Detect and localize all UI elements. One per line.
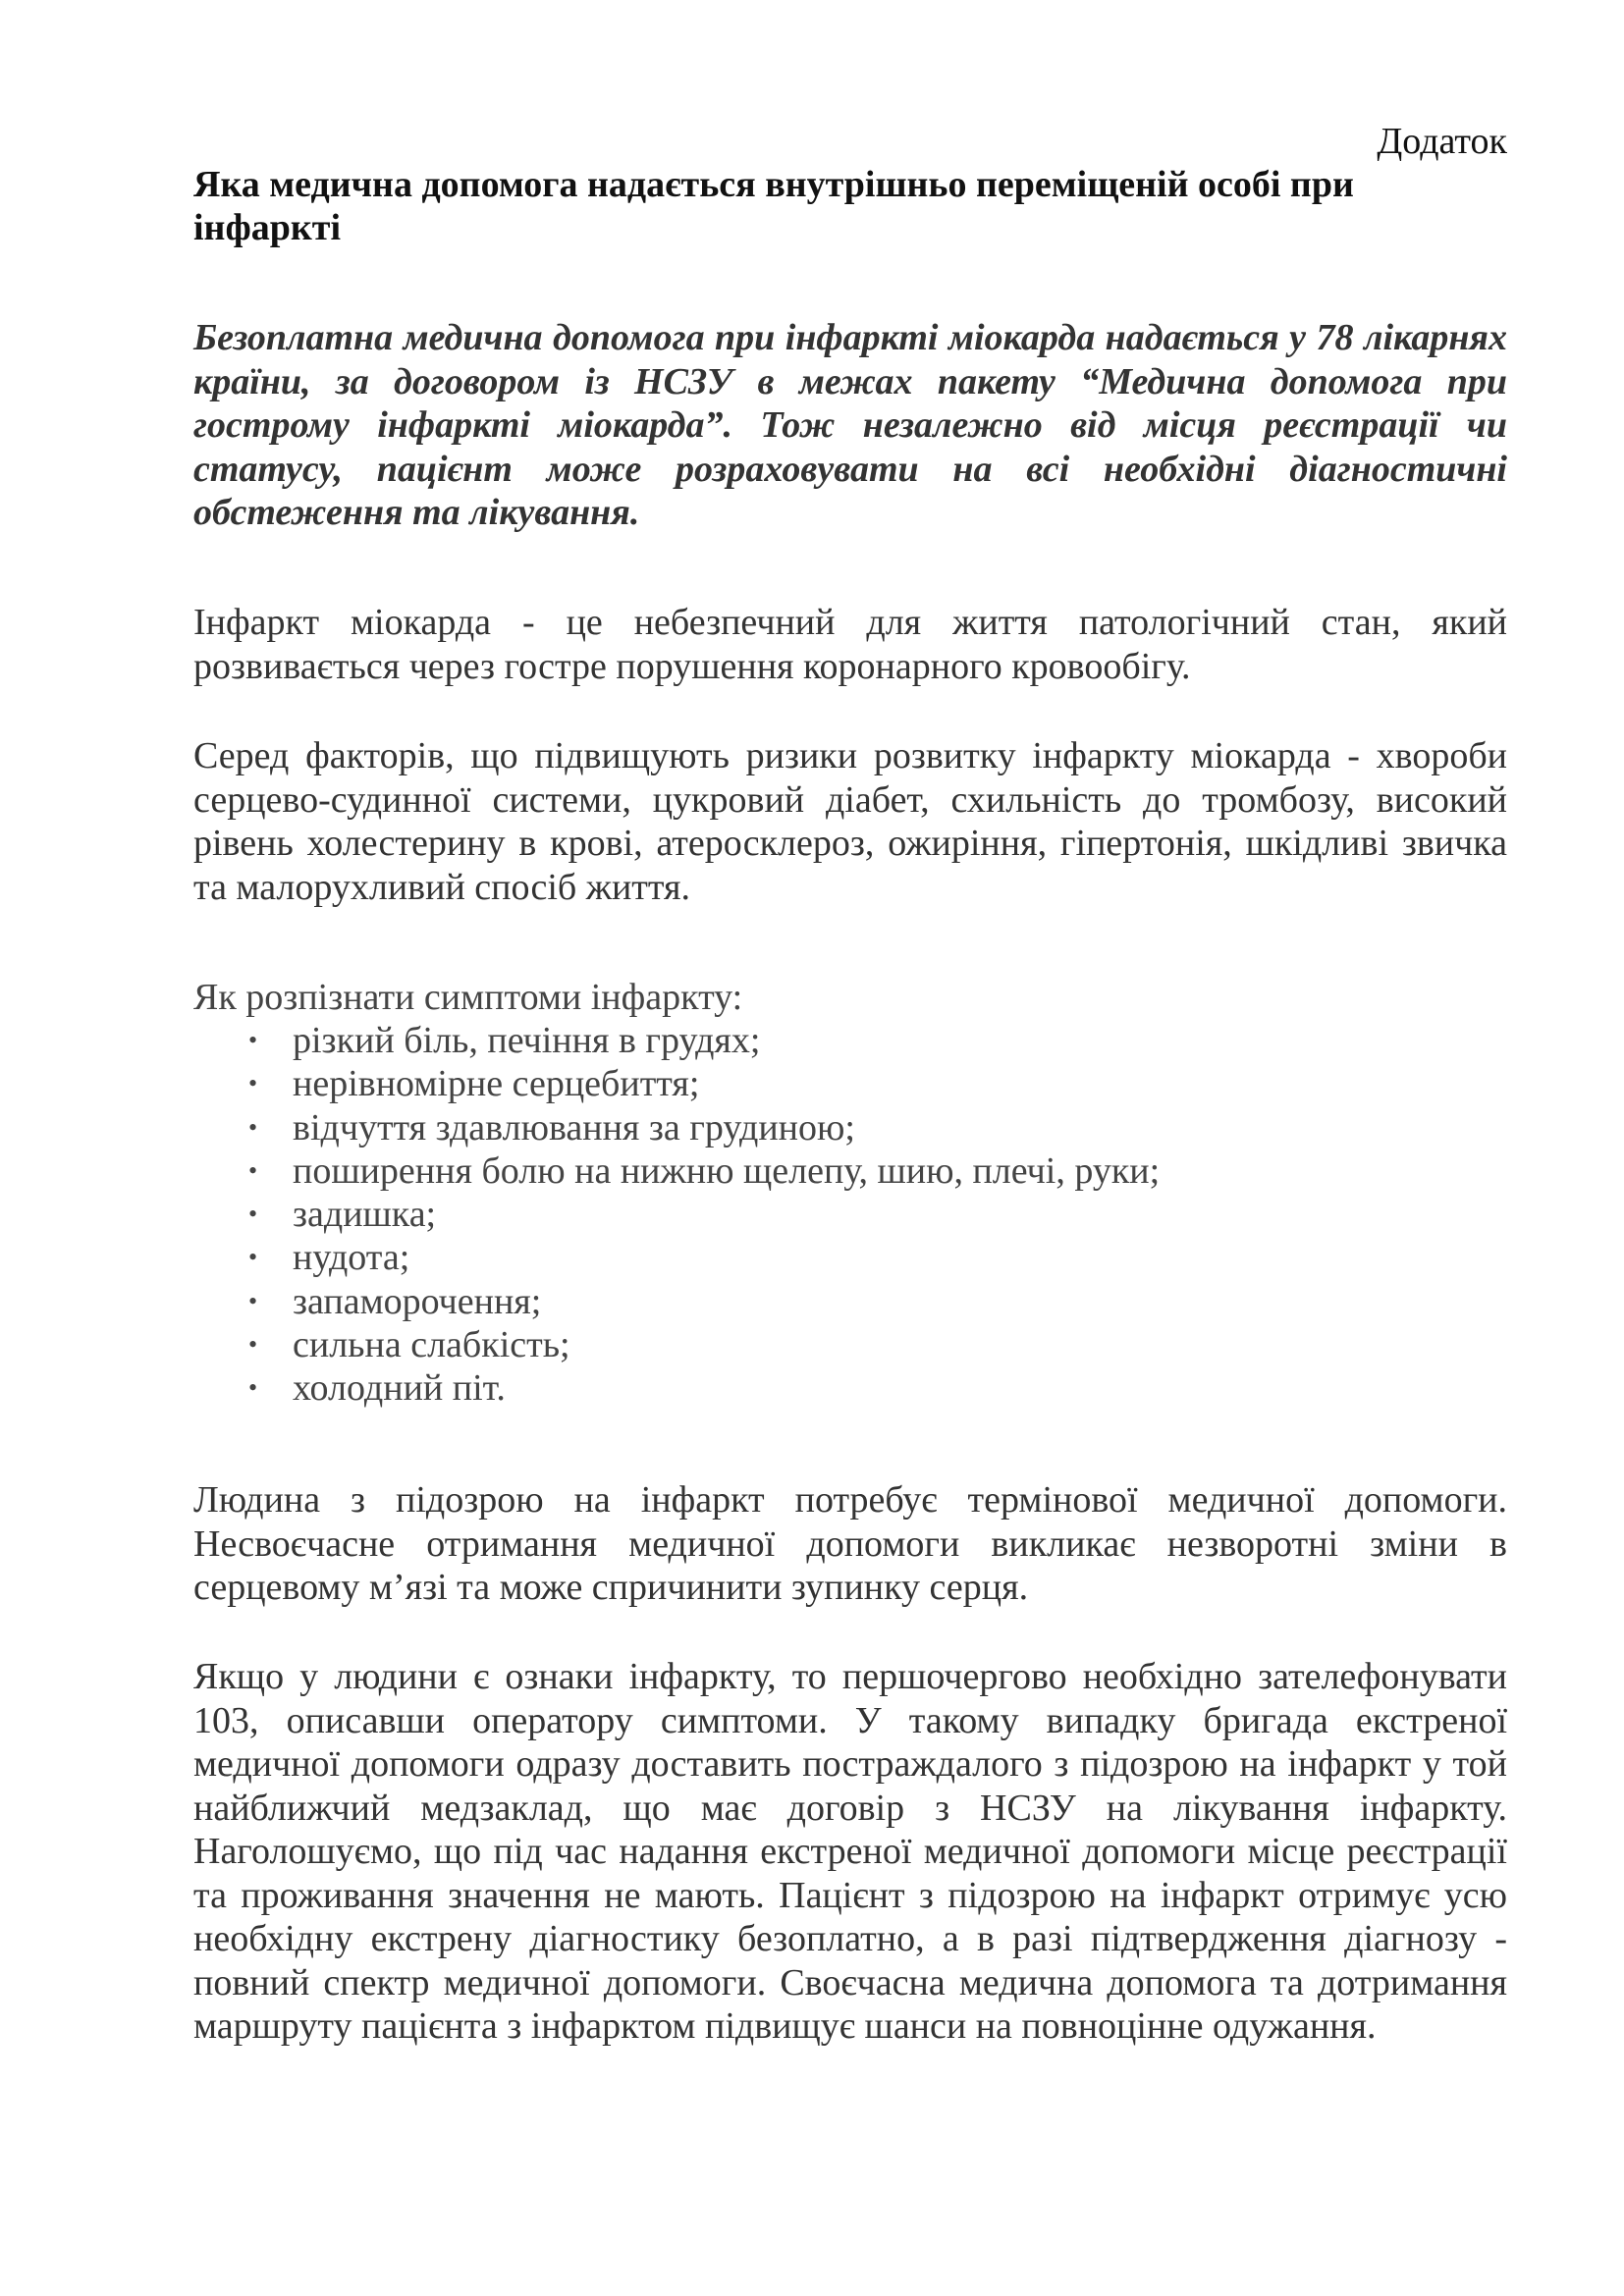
document-title: Яка медична допомога надається внутрішньо переміщеній особі при інфаркті xyxy=(193,164,1354,248)
list-item xyxy=(193,1280,1160,1323)
lead-paragraph: Безоплатна медична допомога при інфаркті міокарда надається у 78 лікарнях країни, за договором із НСЗУ в межах пакету “Медична допомога при гострому інфаркті міокарда”. Тож незалежно від місця реєстрації чи статусу, пацієнт може розраховувати на всі необхідні діагностичні обстеження та лікування. xyxy=(193,317,1507,533)
list-item xyxy=(193,1062,1160,1105)
symptom-text: різкий біль, печіння в грудях; xyxy=(293,1020,761,1061)
definition-paragraph: Інфаркт міокарда - це небезпечний для життя патологічний стан, який розвивається через гостре порушення коронарного кровообігу. xyxy=(193,602,1507,687)
list-item xyxy=(193,1236,1160,1279)
symptom-text: нерівномірне серцебиття; xyxy=(293,1063,700,1105)
list-item xyxy=(193,1366,1160,1410)
symptom-text: нудота; xyxy=(293,1237,410,1279)
list-item xyxy=(193,1323,1160,1366)
bullet-icon: • xyxy=(248,1330,258,1360)
risk-factors-paragraph: Серед факторів, що підвищують ризики розвитку інфаркту міокарда - хвороби серцево-судинної системи, цукровий діабет, схильність до тромбозу, високий рівень холестерину в крові, атеросклероз, ожиріння, гіпертонія, шкідливі звичка та малорухливий спосіб життя. xyxy=(193,735,1507,908)
bullet-icon: • xyxy=(248,1373,258,1403)
symptom-text: запаморочення; xyxy=(293,1280,542,1322)
symptom-text: відчуття здавлювання за грудиною; xyxy=(293,1106,855,1148)
symptoms-intro: Як розпізнати симптоми інфаркту: xyxy=(193,977,743,1018)
urgency-paragraph: Людина з підозрою на інфаркт потребує термінової медичної допомоги. Несвоєчасне отримання медичної допомоги викликає незворотні зміни в серцевому м’язі та може спричинити зупинку серця. xyxy=(193,1479,1507,1608)
bullet-icon: • xyxy=(248,1069,258,1098)
symptom-text: сильна слабкість; xyxy=(293,1324,570,1366)
list-item xyxy=(193,1149,1160,1193)
symptom-text: задишка; xyxy=(293,1194,437,1236)
symptom-text: поширення болю на нижню щелепу, шию, плечі, руки; xyxy=(293,1149,1161,1192)
emergency-actions-paragraph: Якщо у людини є ознаки інфаркту, то першочергово необхідно зателефонувати 103, описавши оператору симптоми. У такому випадку бригада екстреної медичної допомоги одразу доставить постраждалого з підозрою на інфаркт у той найближчий медзаклад, що має договір з НСЗУ на лікування інфаркту. Наголошуємо, що під час надання екстреної медичної допомоги місце реєстрації та проживання значення не мають. Пацієнт з підозрою на інфаркт отримує усю необхідну екстрену діагностику безоплатно, а в разі підтвердження діагнозу - повний спектр медичної допомоги. Своєчасна медична допомога та дотримання маршруту пацієнта з інфарктом підвищує шанси на повноцінне одужання. xyxy=(193,1656,1507,2047)
bullet-icon: • xyxy=(248,1200,258,1229)
symptom-text: холодний піт. xyxy=(293,1367,506,1410)
bullet-icon: • xyxy=(248,1026,258,1054)
list-item xyxy=(193,1106,1160,1149)
annex-label: Додаток xyxy=(1377,121,1507,162)
symptoms-list xyxy=(193,1019,1160,1411)
bullet-icon: • xyxy=(248,1155,258,1185)
bullet-icon: • xyxy=(248,1286,258,1315)
list-item xyxy=(193,1019,1160,1062)
bullet-icon: • xyxy=(248,1112,258,1142)
list-item xyxy=(193,1193,1160,1236)
bullet-icon: • xyxy=(248,1243,258,1272)
